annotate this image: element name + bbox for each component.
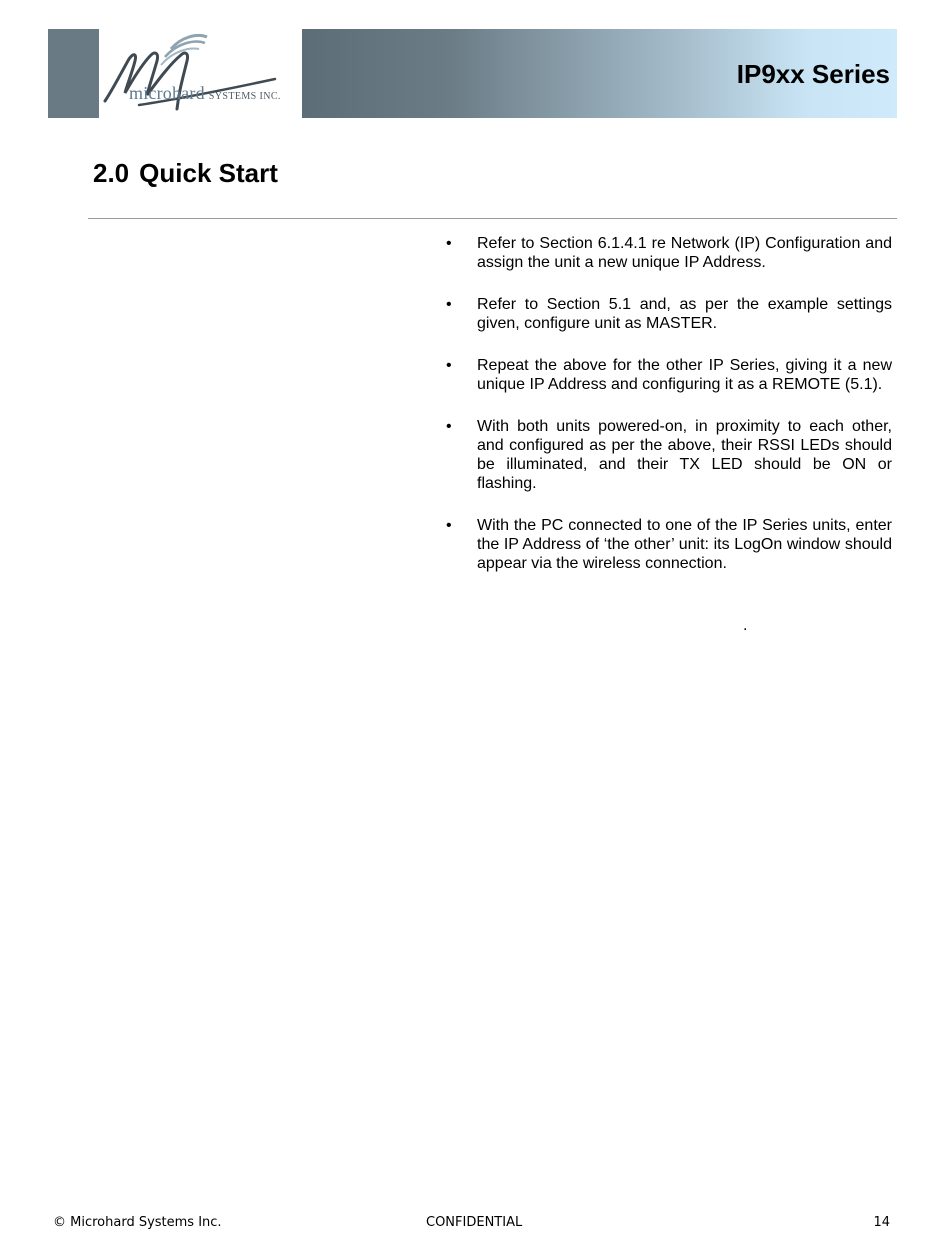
- footer-copyright: © Microhard Systems Inc.: [53, 1215, 222, 1230]
- bullet-icon: •: [446, 418, 452, 435]
- step-text: Refer to Section 6.1.4.1 re Network (IP) Configuration and assign the unit a new unique IP Address.: [477, 235, 892, 271]
- logo-suffix: SYSTEMS INC.: [208, 91, 281, 102]
- list-item: [443, 234, 892, 272]
- bullet-icon: •: [446, 296, 452, 313]
- company-logo: [99, 29, 302, 118]
- trailing-dot: .: [743, 617, 748, 634]
- list-item: [443, 295, 892, 333]
- step-text: With both units powered-on, in proximity to each other, and configured as per the above, their RSSI LEDs should be illuminated, and their TX LED should be ON or flashing.: [477, 418, 892, 492]
- bullet-icon: •: [446, 235, 452, 252]
- section-heading: [93, 158, 278, 189]
- step-text: Repeat the above for the other IP Series, giving it a new unique IP Address and configuring it as a REMOTE (5.1).: [477, 357, 892, 393]
- page-footer: [0, 1215, 950, 1233]
- page-number: 14: [873, 1215, 890, 1230]
- step-text: With the PC connected to one of the IP Series units, enter the IP Address of ‘the other’ unit: its LogOn window should appear via the wireless connection.: [477, 517, 892, 572]
- list-item: [443, 356, 892, 394]
- section-number: 2.0: [93, 158, 130, 188]
- banner-gradient: [302, 29, 897, 118]
- footer-classification: CONFIDENTIAL: [426, 1215, 523, 1230]
- bullet-icon: •: [446, 357, 452, 374]
- list-item: [443, 516, 892, 573]
- header-banner: [48, 29, 897, 118]
- section-title: Quick Start: [139, 158, 278, 188]
- banner-left-block: [48, 29, 99, 118]
- series-title: IP9xx Series: [736, 59, 890, 89]
- logo-wordmark-text: microhard: [129, 83, 205, 103]
- list-item: [443, 417, 892, 493]
- microhard-logo-mark-icon: [99, 29, 302, 118]
- step-text: Refer to Section 5.1 and, as per the example settings given, configure unit as MASTER.: [477, 296, 892, 332]
- logo-wordmark: [129, 83, 281, 104]
- heading-divider: [88, 218, 897, 219]
- quick-start-steps: [443, 234, 892, 596]
- bullet-icon: •: [446, 517, 452, 534]
